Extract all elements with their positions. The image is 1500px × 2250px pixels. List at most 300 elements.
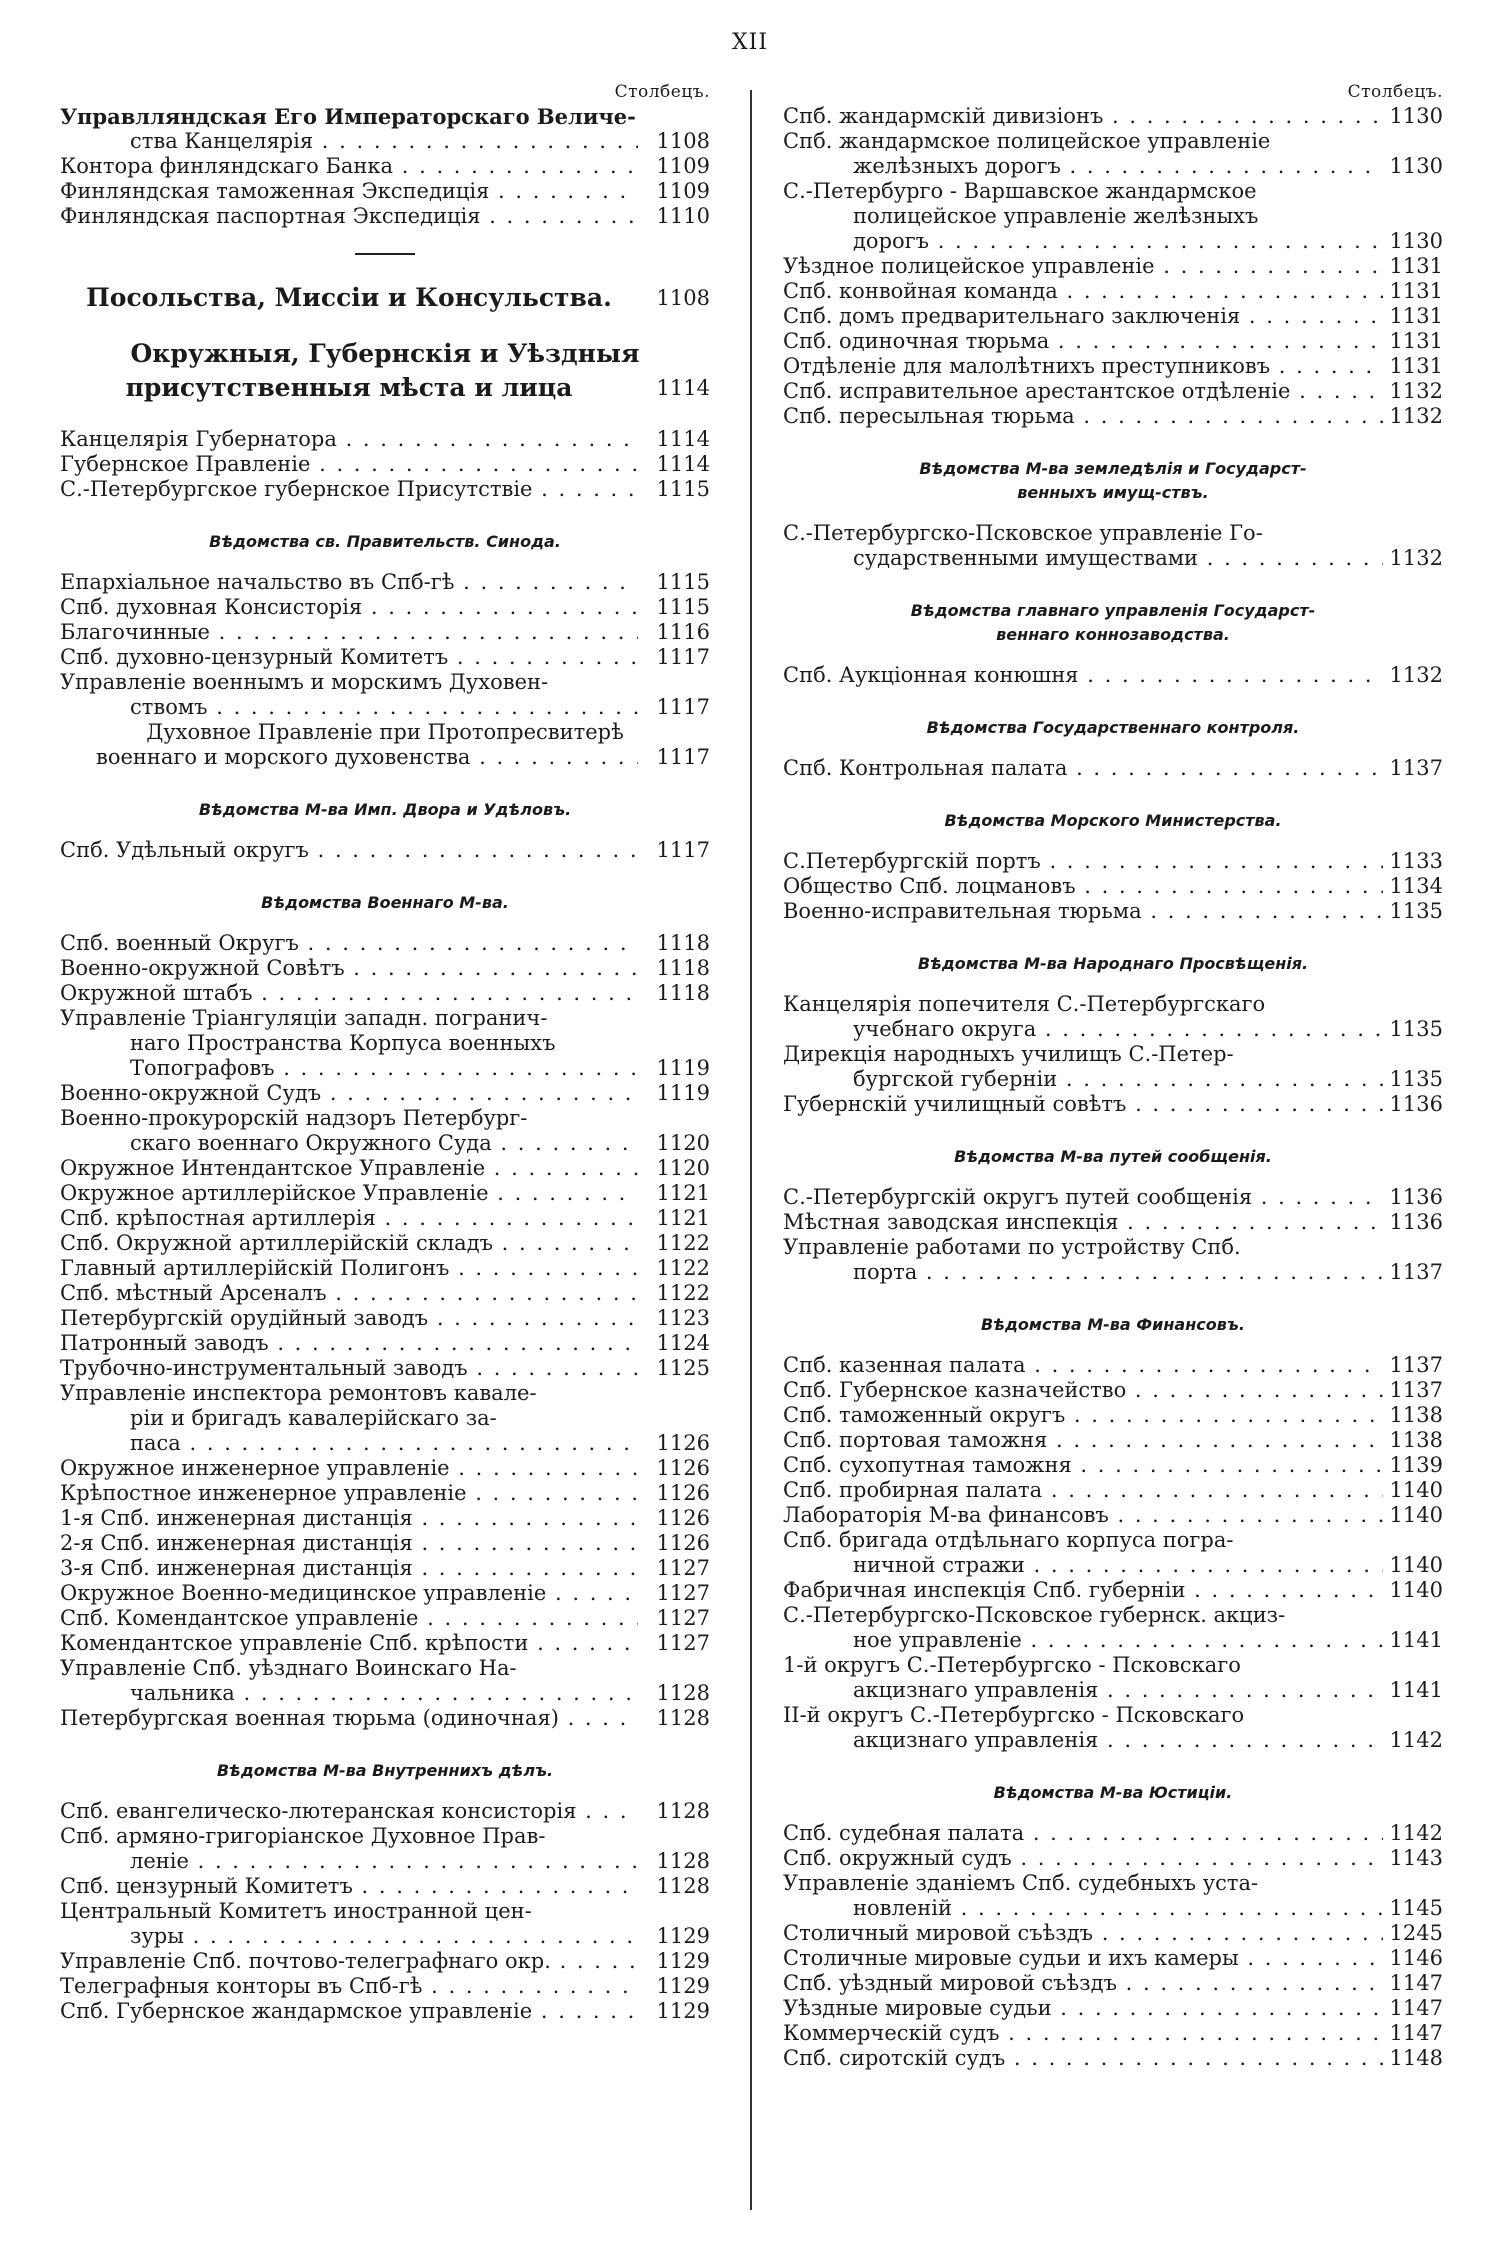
index-entry bbox=[60, 956, 710, 981]
index-entry bbox=[783, 1528, 1443, 1578]
entry-text-line: Епархіальное начальство въ Спб-гѣ . . . bbox=[60, 570, 638, 595]
column-number: 1145 bbox=[1389, 1896, 1443, 1920]
entry-text-line: Спб. Комендантское управленіе . . . bbox=[60, 1606, 638, 1631]
column-divider bbox=[750, 90, 752, 2210]
entry-text-line: Управленіе инспектора ремонтовъ кавале- bbox=[60, 1381, 537, 1405]
column-number: 1125 bbox=[656, 1356, 710, 1380]
entry-text-line: Спб. жандармское полицейское управленіе bbox=[783, 129, 1271, 153]
entry-text-line: наго Пространства Корпуса военныхъ bbox=[130, 1031, 556, 1055]
index-entry bbox=[60, 1874, 710, 1899]
entry-text-line: Петербургская военная тюрьма (одиночная) . . . bbox=[60, 1706, 638, 1731]
index-entry bbox=[783, 104, 1443, 129]
entry-text-line: Окружное инженерное управленіе . . . bbox=[60, 1456, 638, 1481]
index-entry bbox=[783, 1353, 1443, 1378]
index-entry bbox=[783, 2021, 1443, 2046]
entry-text-line: Финляндская паспортная Экспедиція . . . bbox=[60, 204, 638, 229]
entry-text-line: ріи и бригадъ кавалерійскаго за- bbox=[130, 1406, 497, 1430]
index-entry bbox=[60, 1356, 710, 1381]
heading-line: присутственныя мѣста и лица bbox=[125, 373, 573, 402]
entry-text-line: Спб. пересыльная тюрьма . . . bbox=[783, 404, 1383, 429]
index-entry bbox=[783, 899, 1443, 924]
index-entry bbox=[60, 1506, 710, 1531]
index-entry bbox=[60, 931, 710, 956]
column-number: 1137 bbox=[1389, 756, 1443, 780]
index-entry bbox=[783, 1946, 1443, 1971]
index-entry bbox=[783, 1996, 1443, 2021]
entry-text-line: Спб. крѣпостная артиллерія . . . bbox=[60, 1206, 638, 1231]
index-entry bbox=[60, 1306, 710, 1331]
entry-text-line: Спб. Окружной артиллерійскій складъ . . . bbox=[60, 1231, 638, 1256]
entry-text-line: чальника . . . bbox=[60, 1681, 638, 1706]
entry-text-line: С.Петербургскій портъ . . . bbox=[783, 849, 1383, 874]
entry-text-line: Спб. окружный судъ . . . bbox=[783, 1846, 1383, 1871]
page-number: XII bbox=[731, 30, 769, 55]
index-entry bbox=[783, 1503, 1443, 1528]
entry-text-line: Губернское Правленіе . . . bbox=[60, 452, 638, 477]
index-entry bbox=[60, 620, 710, 645]
index-entry bbox=[783, 1378, 1443, 1403]
column-number: 1129 bbox=[656, 1949, 710, 1973]
index-entry bbox=[60, 1899, 710, 1949]
entry-text-line: зуры . . . bbox=[60, 1924, 638, 1949]
index-entry bbox=[783, 992, 1443, 1042]
index-entry bbox=[783, 1971, 1443, 1996]
entry-text-line: Губернскій училищный совѣтъ . . . bbox=[783, 1092, 1383, 1117]
column-number: 1127 bbox=[656, 1606, 710, 1630]
entry-text-line: ства Канцелярія . . . bbox=[60, 129, 638, 154]
entry-text-line: Окружное артиллерійское Управленіе . . . bbox=[60, 1181, 638, 1206]
entry-text-line: порта . . . bbox=[783, 1260, 1383, 1285]
entry-text-line: Телеграфныя конторы въ Спб-гѣ . . . bbox=[60, 1974, 638, 1999]
entry-text-line: Спб. Аукціонная конюшня . . . bbox=[783, 663, 1383, 688]
index-entry bbox=[60, 1381, 710, 1456]
entry-text-line: Главный артиллерійскій Полигонъ . . . bbox=[60, 1256, 638, 1281]
column-number: 1132 bbox=[1389, 404, 1443, 428]
column-number: 1127 bbox=[656, 1581, 710, 1605]
column-number: 1140 bbox=[1389, 1478, 1443, 1502]
section-title: Вѣдомства Военнаго М-ва. bbox=[261, 893, 509, 912]
column-number: 1147 bbox=[1389, 2021, 1443, 2045]
entry-text-line: Военно-прокурорскій надзоръ Петербург- bbox=[60, 1106, 528, 1130]
entry-text-line: учебнаго округа . . . bbox=[783, 1017, 1383, 1042]
index-entry bbox=[783, 1703, 1443, 1753]
column-number: 1120 bbox=[656, 1131, 710, 1155]
index-entry bbox=[60, 1531, 710, 1556]
index-entry bbox=[783, 2046, 1443, 2071]
column-number: 1136 bbox=[1389, 1185, 1443, 1209]
entry-text-line: Окружное Военно-медицинское управленіе . . . bbox=[60, 1581, 638, 1606]
index-entry bbox=[783, 1453, 1443, 1478]
section-title: Вѣдомства Морского Министерства. bbox=[944, 811, 1282, 830]
entry-text-line: Управленіе Спб. почтово-телеграфнаго окр. . . . bbox=[60, 1949, 638, 1974]
entry-text-line: Спб. домъ предварительнаго заключенія . . . bbox=[783, 304, 1383, 329]
index-entry bbox=[783, 1478, 1443, 1503]
entry-text-line: Топографовъ . . . bbox=[60, 1056, 638, 1081]
column-number: 1135 bbox=[1389, 1067, 1443, 1091]
column-number: 1109 bbox=[656, 179, 710, 203]
index-entry bbox=[60, 179, 710, 204]
column-number: 1114 bbox=[656, 376, 710, 400]
column-number: 1143 bbox=[1389, 1846, 1443, 1870]
entry-text-line: Окружной штабъ . . . bbox=[60, 981, 638, 1006]
index-entry bbox=[60, 1581, 710, 1606]
column-number: 1141 bbox=[1389, 1628, 1443, 1652]
index-entry bbox=[783, 756, 1443, 781]
entry-text-line: ничной стражи . . . bbox=[783, 1553, 1383, 1578]
entry-text-line: Контора финляндскаго Банка . . . bbox=[60, 154, 638, 179]
entry-text-line: новленій . . . bbox=[783, 1896, 1383, 1921]
entry-text-line: Финляндская таможенная Экспедиція . . . bbox=[60, 179, 638, 204]
entry-text-line: паса . . . bbox=[60, 1431, 638, 1456]
column-number: 1110 bbox=[656, 204, 710, 228]
column-number: 1135 bbox=[1389, 899, 1443, 923]
entry-text-line: Уѣздное полицейское управленіе . . . bbox=[783, 254, 1383, 279]
section-title: Вѣдомства св. Правительств. Синода. bbox=[209, 532, 561, 551]
entry-text-line: Канцелярія попечителя С.-Петербургскаго bbox=[783, 992, 1266, 1016]
entry-text-line: Канцелярія Губернатора . . . bbox=[60, 427, 638, 452]
index-entry bbox=[783, 1210, 1443, 1235]
index-entry bbox=[60, 1256, 710, 1281]
index-entry bbox=[783, 663, 1443, 688]
entry-text-line: Центральный Комитетъ иностранной цен- bbox=[60, 1899, 532, 1923]
index-entry bbox=[783, 329, 1443, 354]
column-number: 1119 bbox=[656, 1081, 710, 1105]
entry-text-line: Спб. Губернское казначейство . . . bbox=[783, 1378, 1383, 1403]
index-entry bbox=[60, 1606, 710, 1631]
entry-text-line: Спб. цензурный Комитетъ . . . bbox=[60, 1874, 638, 1899]
index-entry bbox=[60, 1481, 710, 1506]
column-number: 1135 bbox=[1389, 1017, 1443, 1041]
entry-text-line: Спб. пробирная палата . . . bbox=[783, 1478, 1383, 1503]
column-number: 1108 bbox=[656, 129, 710, 153]
entry-text-line: Спб. сиротскій судъ . . . bbox=[783, 2046, 1383, 2071]
index-entry bbox=[60, 154, 710, 179]
entry-text-line: Военно-окружной Судъ . . . bbox=[60, 1081, 638, 1106]
index-entry bbox=[60, 670, 710, 720]
entry-text-line: Спб. одиночная тюрьма . . . bbox=[783, 329, 1383, 354]
index-entry bbox=[783, 1653, 1443, 1703]
index-entry bbox=[783, 521, 1443, 571]
entry-text-line: Спб. Губернское жандармское управленіе . . . bbox=[60, 1999, 638, 2024]
index-entry bbox=[60, 1974, 710, 1999]
column-number: 1245 bbox=[1389, 1921, 1443, 1945]
entry-text-line: Спб. таможенный округъ . . . bbox=[783, 1403, 1383, 1428]
column-number: 1131 bbox=[1389, 354, 1443, 378]
entry-text-line: Управленіе военнымъ и морскимъ Духовен- bbox=[60, 670, 549, 694]
column-number: 1137 bbox=[1389, 1378, 1443, 1402]
index-entry bbox=[783, 354, 1443, 379]
column-number: 1132 bbox=[1389, 379, 1443, 403]
column-number: 1140 bbox=[1389, 1503, 1443, 1527]
column-number: 1121 bbox=[656, 1206, 710, 1230]
entry-text-line: полицейское управленіе желѣзныхъ bbox=[853, 204, 1259, 228]
entry-text-line: Патронный заводъ . . . bbox=[60, 1331, 638, 1356]
column-number: 1108 bbox=[656, 286, 710, 310]
column-number: 1141 bbox=[1389, 1678, 1443, 1702]
index-entry bbox=[783, 1821, 1443, 1846]
entry-text-line: 1-й округъ С.-Петербургско - Псковскаго bbox=[783, 1653, 1241, 1677]
entry-text-line: Благочинные . . . bbox=[60, 620, 638, 645]
entry-text-line: Спб. казенная палата . . . bbox=[783, 1353, 1383, 1378]
column-number: 1139 bbox=[1389, 1453, 1443, 1477]
section-title: Вѣдомства Государственнаго контроля. bbox=[926, 718, 1300, 737]
entry-text-line: Духовное Правленіе при Протопресвитерѣ bbox=[146, 720, 624, 744]
index-entry bbox=[60, 570, 710, 595]
entry-text-line: Спб. военный Округъ . . . bbox=[60, 931, 638, 956]
index-entry bbox=[60, 1106, 710, 1156]
column-number: 1122 bbox=[656, 1256, 710, 1280]
entry-text-line: Столичный мировой съѣздъ . . . bbox=[783, 1921, 1383, 1946]
column-number: 1131 bbox=[1389, 304, 1443, 328]
column-number: 1114 bbox=[656, 452, 710, 476]
entry-text-line: Отдѣленіе для малолѣтнихъ преступниковъ . . . bbox=[783, 354, 1383, 379]
column-number: 1131 bbox=[1389, 279, 1443, 303]
index-entry bbox=[783, 1235, 1443, 1285]
index-entry bbox=[783, 849, 1443, 874]
column-number: 1129 bbox=[656, 1924, 710, 1948]
column-number: 1109 bbox=[656, 154, 710, 178]
entry-text-line: ствомъ . . . bbox=[60, 695, 638, 720]
column-number: 1130 bbox=[1389, 104, 1443, 128]
column-number: 1127 bbox=[656, 1631, 710, 1655]
entry-text-line: военнаго и морского духовенства . . . bbox=[60, 745, 638, 770]
column-number: 1136 bbox=[1389, 1092, 1443, 1116]
section-title: Вѣдомства М-ва земледѣлія и Государст- венныхъ имущ-ствъ. bbox=[919, 459, 1307, 502]
index-entry bbox=[783, 1042, 1443, 1092]
column-number: 1119 bbox=[656, 1056, 710, 1080]
index-entry bbox=[60, 104, 710, 154]
section-title: Вѣдомства М-ва Юстиціи. bbox=[993, 1783, 1233, 1802]
entry-text-line: Спб. конвойная команда . . . bbox=[783, 279, 1383, 304]
entry-text-line: акцизнаго управленія . . . bbox=[783, 1728, 1383, 1753]
entry-text-line: Спб. портовая таможня . . . bbox=[783, 1428, 1383, 1453]
index-entry bbox=[60, 1999, 710, 2024]
index-entry bbox=[783, 1603, 1443, 1653]
column-number: 1128 bbox=[656, 1706, 710, 1730]
column-number: 1137 bbox=[1389, 1353, 1443, 1377]
column-number: 1128 bbox=[656, 1681, 710, 1705]
index-entry bbox=[60, 1081, 710, 1106]
index-entry bbox=[60, 720, 710, 770]
entry-text-line: Крѣпостное инженерное управленіе . . . bbox=[60, 1481, 638, 1506]
entry-text-line: Спб. армяно-григоріанское Духовное Прав- bbox=[60, 1824, 546, 1848]
index-entry bbox=[783, 404, 1443, 429]
index-entry bbox=[60, 1231, 710, 1256]
column-number: 1115 bbox=[656, 477, 710, 501]
entry-text-line: Спб. жандармскій дивизіонъ . . . bbox=[783, 104, 1383, 129]
column-number: 1147 bbox=[1389, 1996, 1443, 2020]
column-number: 1118 bbox=[656, 931, 710, 955]
column-number: 1131 bbox=[1389, 329, 1443, 353]
index-entry bbox=[60, 645, 710, 670]
index-entry bbox=[783, 1846, 1443, 1871]
entry-text-line: Коммерческій судъ . . . bbox=[783, 2021, 1383, 2046]
index-entry bbox=[60, 1949, 710, 1974]
index-entry bbox=[783, 179, 1443, 254]
index-entry bbox=[783, 1092, 1443, 1117]
index-entry bbox=[60, 1456, 710, 1481]
entry-text-line: 1-я Спб. инженерная дистанція . . . bbox=[60, 1506, 638, 1531]
column-number: 1117 bbox=[656, 645, 710, 669]
entry-text-line: 3-я Спб. инженерная дистанція . . . bbox=[60, 1556, 638, 1581]
column-number: 1126 bbox=[656, 1481, 710, 1505]
entry-text-line: Спб. бригада отдѣльнаго корпуса погра- bbox=[783, 1528, 1234, 1552]
column-number: 1115 bbox=[656, 595, 710, 619]
entry-text-line: Спб. мѣстный Арсеналъ . . . bbox=[60, 1281, 638, 1306]
entry-text-line: Общество Спб. лоцмановъ . . . bbox=[783, 874, 1383, 899]
column-number: 1128 bbox=[656, 1849, 710, 1873]
entry-text-line: С.-Петербургско-Псковское управленіе Го- bbox=[783, 521, 1263, 545]
index-entry bbox=[783, 874, 1443, 899]
index-entry bbox=[60, 452, 710, 477]
index-entry bbox=[60, 1006, 710, 1081]
entry-text-line: Управленіе Спб. уѣзднаго Воинскаго На- bbox=[60, 1656, 517, 1680]
entry-text-line: Петербургскій орудійный заводъ . . . bbox=[60, 1306, 638, 1331]
index-entry bbox=[783, 1921, 1443, 1946]
entry-text-line: 2-я Спб. инженерная дистанція . . . bbox=[60, 1531, 638, 1556]
entry-text-line: Спб. исправительное арестантское отдѣленіе . . . bbox=[783, 379, 1383, 404]
column-number: 1130 bbox=[1389, 154, 1443, 178]
section-heading-embassies bbox=[60, 281, 710, 315]
column-number: 1126 bbox=[656, 1506, 710, 1530]
entry-text-line: Спб. евангелическо-лютеранская консисторія . . . bbox=[60, 1799, 638, 1824]
entry-text-line: ное управленіе . . . bbox=[783, 1628, 1383, 1653]
index-entry bbox=[60, 204, 710, 229]
entry-text-line: Спб. сухопутная таможня . . . bbox=[783, 1453, 1383, 1478]
entry-text-line: акцизнаго управленія . . . bbox=[783, 1678, 1383, 1703]
entry-text-line: Военно-окружной Совѣтъ . . . bbox=[60, 956, 638, 981]
column-number: 1127 bbox=[656, 1556, 710, 1580]
column-number: 1120 bbox=[656, 1156, 710, 1180]
section-title: Вѣдомства М-ва Финансовъ. bbox=[981, 1315, 1245, 1334]
section-title: Вѣдомства М-ва Внутреннихъ дѣлъ. bbox=[216, 1761, 554, 1780]
column-number: 1126 bbox=[656, 1431, 710, 1455]
entry-text-line: С.-Петербургско-Псковское губернск. акциз- bbox=[783, 1603, 1286, 1627]
index-entry bbox=[783, 1578, 1443, 1603]
entry-text-line: Спб. уѣздный мировой съѣздъ . . . bbox=[783, 1971, 1383, 1996]
column-number: 1133 bbox=[1389, 849, 1443, 873]
index-entry bbox=[60, 1631, 710, 1656]
entry-text-line: Столичные мировые судьи и ихъ камеры . . . bbox=[783, 1946, 1383, 1971]
heading-line: Окружныя, Губернскія и Уѣздныя bbox=[130, 339, 640, 368]
column-number: 1118 bbox=[656, 956, 710, 980]
entry-text-line: бургской губерніи . . . bbox=[783, 1067, 1383, 1092]
index-entry bbox=[783, 1428, 1443, 1453]
entry-text-line: Фабричная инспекція Спб. губерніи . . . bbox=[783, 1578, 1383, 1603]
index-entry bbox=[60, 477, 710, 502]
entry-text-line: Уѣздные мировые судьи . . . bbox=[783, 1996, 1383, 2021]
separator-rule bbox=[355, 253, 415, 255]
index-entry bbox=[783, 1403, 1443, 1428]
entry-text-line: Управленіе зданіемъ Спб. судебныхъ уста- bbox=[783, 1871, 1259, 1895]
index-entry bbox=[60, 1156, 710, 1181]
section-heading-districts bbox=[60, 337, 710, 405]
index-entry bbox=[60, 1206, 710, 1231]
column-number: 1131 bbox=[1389, 254, 1443, 278]
section-title: Вѣдомства М-ва Народнаго Просвѣщенія. bbox=[917, 954, 1309, 973]
column-number: 1138 bbox=[1389, 1428, 1443, 1452]
heading-text: Посольства, Миссіи и Консульства. bbox=[86, 283, 612, 312]
index-entry bbox=[60, 1824, 710, 1874]
column-number: 1140 bbox=[1389, 1578, 1443, 1602]
column-number: 1146 bbox=[1389, 1946, 1443, 1970]
column-number: 1122 bbox=[656, 1281, 710, 1305]
entry-text-line: Мѣстная заводская инспекція . . . bbox=[783, 1210, 1383, 1235]
index-entry bbox=[60, 1331, 710, 1356]
index-entry bbox=[783, 254, 1443, 279]
index-entry bbox=[60, 981, 710, 1006]
column-number: 1137 bbox=[1389, 1260, 1443, 1284]
index-entry bbox=[60, 838, 710, 863]
entry-text-line: желѣзныхъ дорогъ . . . bbox=[783, 154, 1383, 179]
column-number: 1117 bbox=[656, 695, 710, 719]
column-header-left: Столбецъ. bbox=[614, 82, 710, 102]
section-title: Вѣдомства главнаго управленія Государст- веннаго коннозаводства. bbox=[910, 601, 1316, 644]
column-number: 1126 bbox=[656, 1456, 710, 1480]
entry-text-line: скаго военнаго Окружного Суда . . . bbox=[60, 1131, 638, 1156]
column-number: 1142 bbox=[1389, 1728, 1443, 1752]
column-number: 1123 bbox=[656, 1306, 710, 1330]
index-entry bbox=[783, 1185, 1443, 1210]
column-number: 1128 bbox=[656, 1799, 710, 1823]
column-number: 1129 bbox=[656, 1999, 710, 2023]
index-entry bbox=[60, 1556, 710, 1581]
column-number: 1116 bbox=[656, 620, 710, 644]
column-number: 1136 bbox=[1389, 1210, 1443, 1234]
column-number: 1134 bbox=[1389, 874, 1443, 898]
index-entry bbox=[60, 1656, 710, 1706]
column-number: 1124 bbox=[656, 1331, 710, 1355]
index-entry bbox=[783, 129, 1443, 179]
entry-text-line: Военно-исправительная тюрьма . . . bbox=[783, 899, 1383, 924]
column-number: 1118 bbox=[656, 981, 710, 1005]
entry-text-line: Спб. судебная палата . . . bbox=[783, 1821, 1383, 1846]
column-number: 1147 bbox=[1389, 1971, 1443, 1995]
entry-text-line: Лабораторія М-ва финансовъ . . . bbox=[783, 1503, 1383, 1528]
entry-text-line: С.-Петербургскій округъ путей сообщенія . . . bbox=[783, 1185, 1383, 1210]
index-entry bbox=[783, 379, 1443, 404]
column-number: 1117 bbox=[656, 838, 710, 862]
index-entry bbox=[60, 427, 710, 452]
column-number: 1138 bbox=[1389, 1403, 1443, 1427]
entry-text-line: дорогъ . . . bbox=[783, 229, 1383, 254]
entry-text-line: Трубочно-инструментальный заводъ . . . bbox=[60, 1356, 638, 1381]
index-entry bbox=[783, 279, 1443, 304]
left-column bbox=[60, 82, 710, 2024]
entry-text-line: Управлляндская Его Императорскаго Величе- bbox=[60, 104, 636, 129]
index-entry bbox=[60, 1181, 710, 1206]
column-number: 1126 bbox=[656, 1531, 710, 1555]
column-number: 1132 bbox=[1389, 663, 1443, 687]
index-entry bbox=[60, 1281, 710, 1306]
section-title: Вѣдомства М-ва Имп. Двора и Удѣловъ. bbox=[198, 800, 572, 819]
entry-text-line: леніе . . . bbox=[60, 1849, 638, 1874]
entry-text-line: Спб. духовная Консисторія . . . bbox=[60, 595, 638, 620]
entry-text-line: Дирекція народныхъ училищъ С.-Петер- bbox=[783, 1042, 1234, 1066]
right-column bbox=[783, 82, 1443, 2071]
entry-text-line: Спб. духовно-цензурный Комитетъ . . . bbox=[60, 645, 638, 670]
index-entry bbox=[783, 304, 1443, 329]
column-number: 1140 bbox=[1389, 1553, 1443, 1577]
column-number: 1117 bbox=[656, 745, 710, 769]
index-entry bbox=[60, 1799, 710, 1824]
column-number: 1121 bbox=[656, 1181, 710, 1205]
entry-text-line: Управленіе работами по устройству Спб. bbox=[783, 1235, 1241, 1259]
entry-text-line: Окружное Интендантское Управленіе . . . bbox=[60, 1156, 638, 1181]
column-number: 1114 bbox=[656, 427, 710, 451]
column-number: 1128 bbox=[656, 1874, 710, 1898]
column-number: 1142 bbox=[1389, 1821, 1443, 1845]
